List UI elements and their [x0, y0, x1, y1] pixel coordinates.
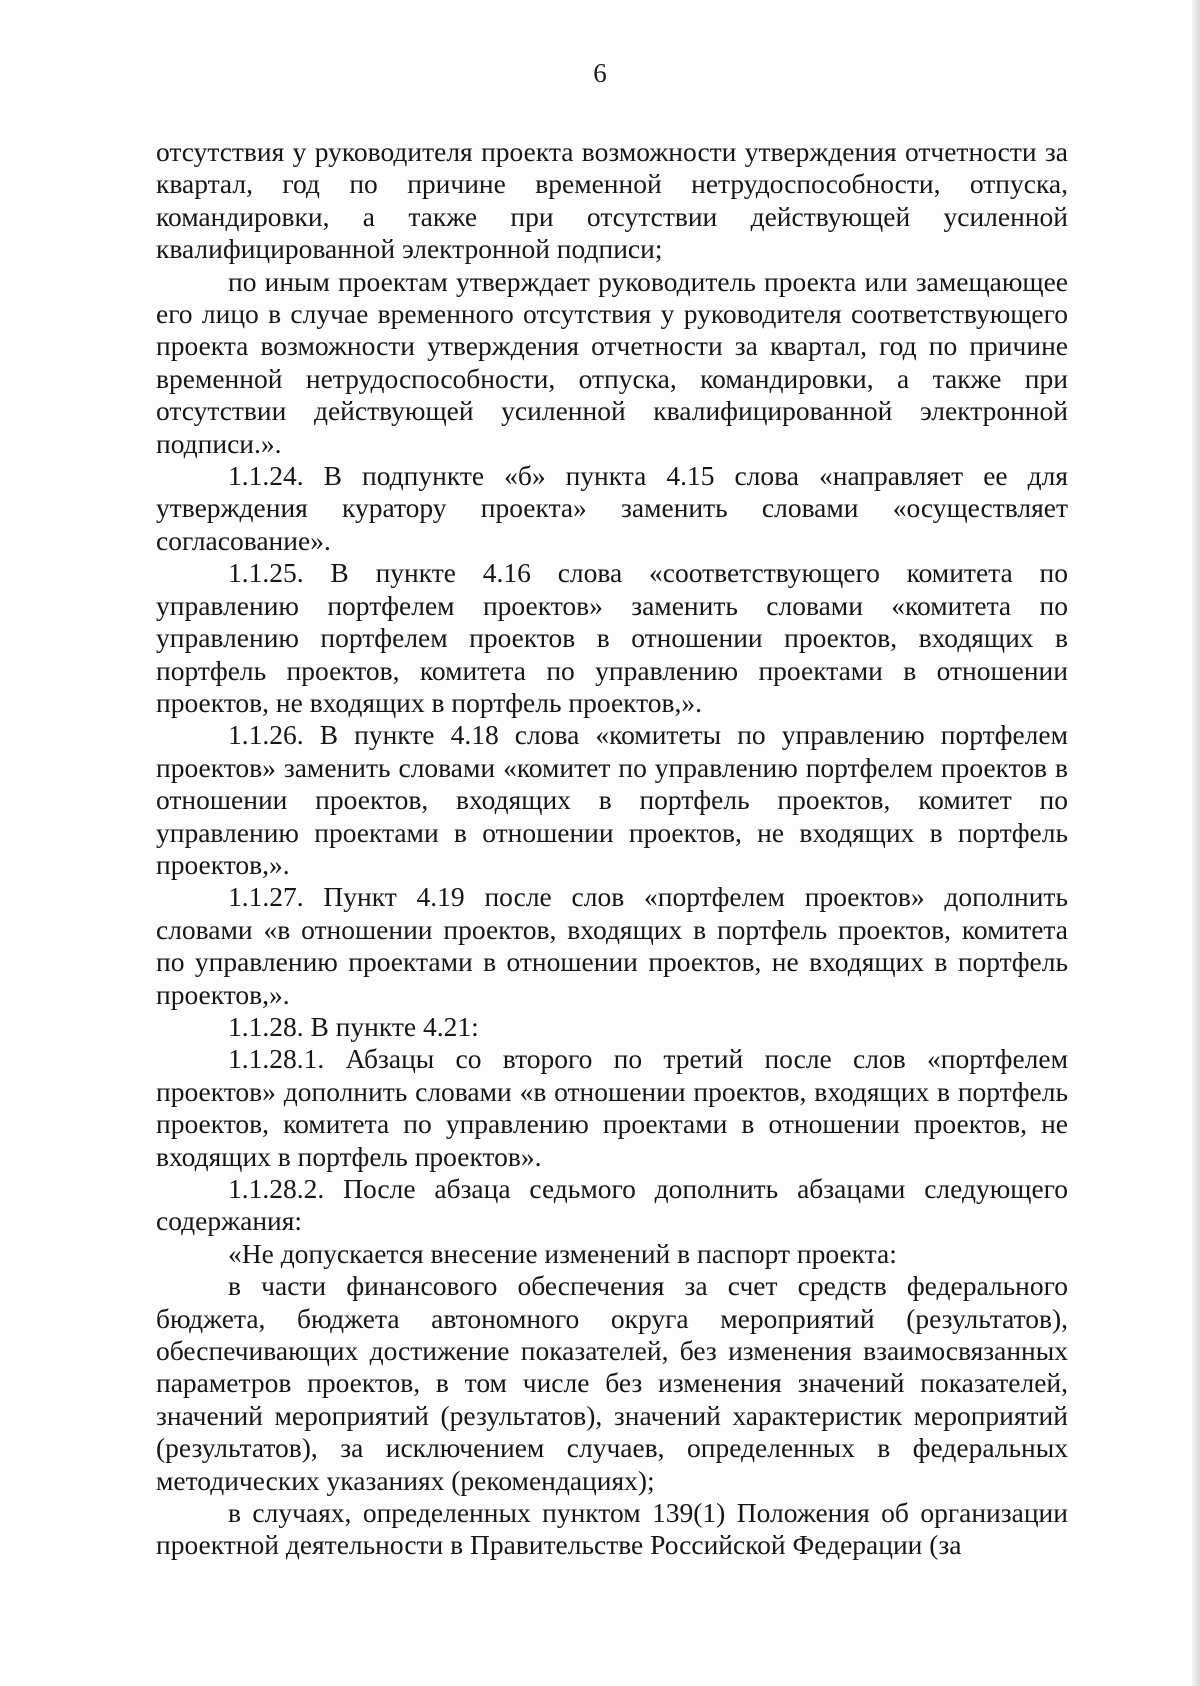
paragraph-other-projects: по иным проектам утверждает руководитель проекта или замещающее его лицо в случае временного отсутствия у руководителя соответствующего проекта возможности утверждения отчетности за квартал, год по причине временной нетрудоспособности, отпуска, командировки, а также при отсутствии действующей усиленной квалифицированной электронной подписи.». [156, 265, 1068, 459]
scan-edge [1192, 0, 1200, 1686]
paragraph-1-1-28-1: 1.1.28.1. Абзацы со второго по третий после слов «портфелем проектов» дополнить словами «в отношении проектов, входящих в портфель проектов, комитета по управлению проектами в отношении проектов, не входящих в портфель проектов». [156, 1043, 1068, 1172]
paragraph-1-1-27: 1.1.27. Пункт 4.19 после слов «портфелем проектов» дополнить словами «в отношении проектов, входящих в портфель проектов, комитета по управлению проектами в отношении проектов, не входящих в портфель проектов,». [156, 881, 1068, 1010]
paragraph-cases-139: в случаях, определенных пунктом 139(1) Положения об организации проектной деятельности в Правительстве Российской Федерации (за [156, 1497, 1068, 1561]
paragraph-1-1-28: 1.1.28. В пункте 4.21: [228, 1010, 479, 1042]
paragraph-1-1-24: 1.1.24. В подпункте «б» пункта 4.15 слова «направляет ее для утверждения куратору проекта» заменить словами «осуществляет согласование». [156, 460, 1068, 556]
paragraph-1-1-26: 1.1.26. В пункте 4.18 слова «комитеты по управлению портфелем проектов» заменить словами «комитет по управлению портфелем проектов в отношении проектов, входящих в портфель проектов, комитет по управлению проектами в отношении проектов, не входящих в портфель проектов,». [156, 719, 1068, 880]
page-number: 6 [593, 58, 607, 88]
paragraph-quote-start: «Не допускается внесение изменений в паспорт проекта: [228, 1237, 897, 1269]
paragraph-continuation: отсутствия у руководителя проекта возможности утверждения отчетности за квартал, год по причине временной нетрудоспособности, отпуска, командировки, а также при отсутствии действующей усиленной квалифицированной электронной подписи; [156, 136, 1068, 265]
paragraph-1-1-28-2: 1.1.28.2. После абзаца седьмого дополнить абзацами следующего содержания: [156, 1173, 1068, 1237]
document-body [156, 136, 1068, 1562]
paragraph-1-1-25: 1.1.25. В пункте 4.16 слова «соответствующего комитета по управлению портфелем проектов» заменить словами «комитета по управлению портфелем проектов в отношении проектов, входящих в портфель проектов, комитета по управлению проектами в отношении проектов, не входящих в портфель проектов,». [156, 557, 1068, 718]
paragraph-financial-support: в части финансового обеспечения за счет средств федерального бюджета, бюджета автономного округа мероприятий (результатов), обеспечивающих достижение показателей, без изменения взаимосвязанных параметров проектов, в том числе без изменения значений показателей, значений мероприятий (результатов), значений характеристик мероприятий (результатов), за исключением случаев, определенных в федеральных методических указаниях (рекомендациях); [156, 1270, 1068, 1496]
